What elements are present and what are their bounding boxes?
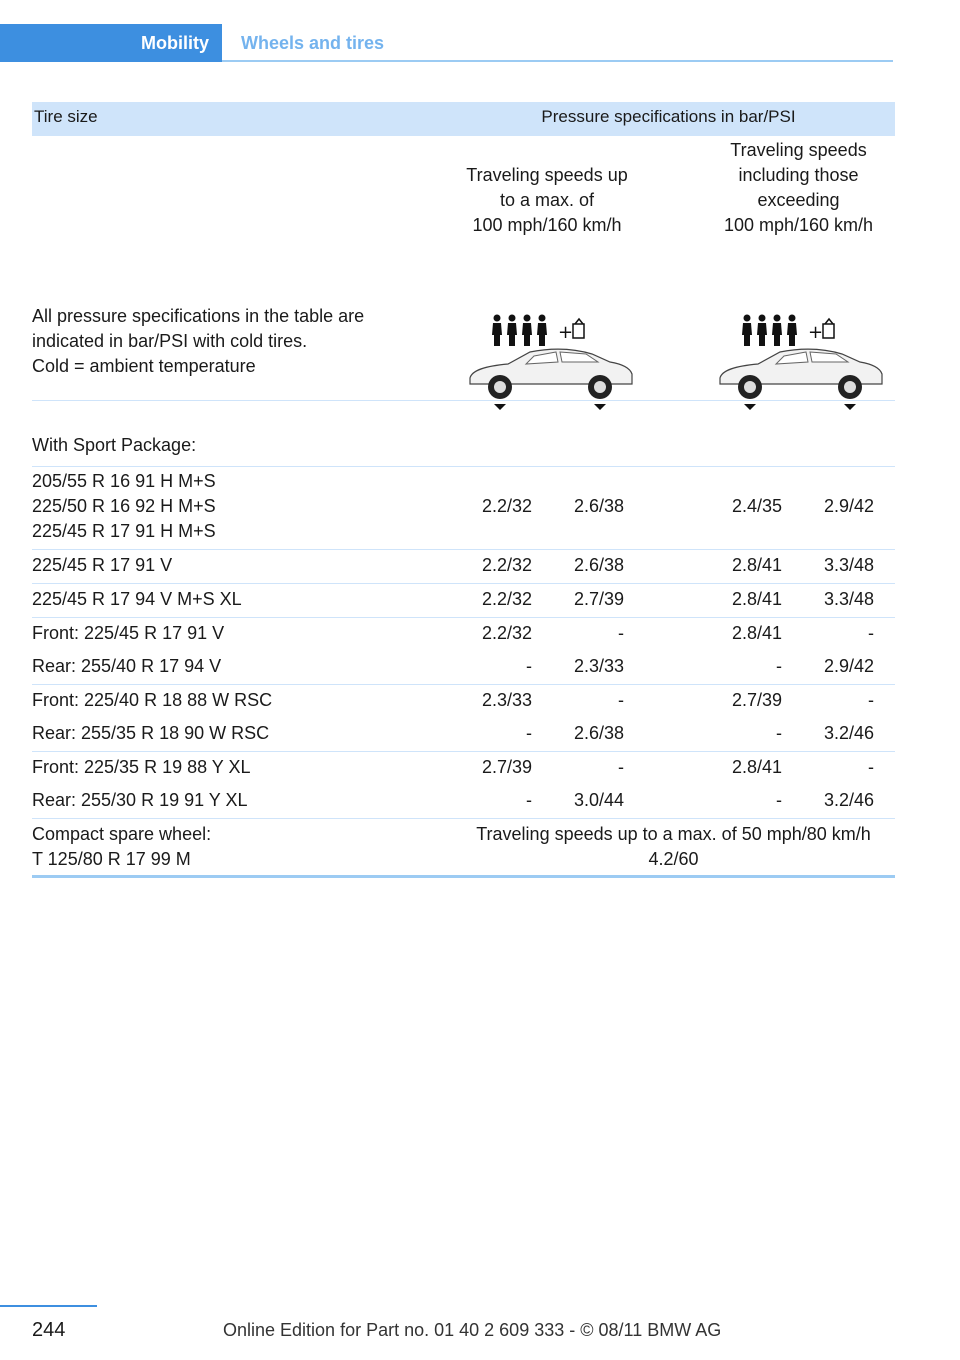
pressure-rear-normal: 2.6/38 (573, 555, 624, 575)
tire-size: Front: 225/45 R 17 91 V (32, 623, 225, 643)
fully-loaded-car-illustration (460, 312, 638, 412)
pressure-front-high: - (776, 790, 782, 810)
pressure-front-normal: - (526, 790, 532, 810)
page-number: 244 (32, 1319, 66, 1341)
pressure-front-high: 2.8/41 (731, 555, 782, 575)
load-description-row (32, 136, 895, 401)
tire-size: Rear: 255/30 R 19 91 Y XL (32, 790, 248, 810)
svg-text:+: + (558, 322, 574, 343)
spare-wheel-pressure: Traveling speeds up to a max. of 50 mph/80 km/h 4.2/60 (476, 824, 871, 869)
tire-size: 205/55 R 16 91 H M+S 225/50 R 16 92 H M+S 225/45 R 17 91 H M+S (32, 471, 216, 541)
pressure-rear-high: 3.3/48 (823, 555, 874, 575)
pressure-front-high: 2.8/41 (731, 757, 782, 777)
pressure-rear-high: 3.3/48 (823, 589, 874, 609)
pressure-rear-high: 2.9/42 (823, 656, 874, 676)
tire-size: 225/45 R 17 94 V M+S XL (32, 589, 242, 609)
pressure-rear-high: - (868, 623, 874, 643)
table-row (32, 467, 895, 550)
table-row (32, 550, 895, 584)
pressure-front-high: - (776, 656, 782, 676)
speed-column-2: Traveling speeds including those exceeding 100 mph/160 km/h (723, 140, 874, 235)
tire-size: Front: 225/40 R 18 88 W RSC (32, 690, 273, 710)
sport-package-row (32, 401, 895, 467)
pressure-front-high: - (776, 723, 782, 743)
table-row-group (32, 685, 895, 752)
pressure-rear-high: - (868, 757, 874, 777)
pressure-rear-normal: - (618, 690, 624, 710)
pressure-front-high: 2.8/41 (731, 623, 782, 643)
pressure-front-normal: 2.2/32 (481, 623, 532, 643)
header-section-label: Mobility (141, 33, 209, 53)
page-number-rule (0, 1305, 97, 1307)
header-rule (222, 60, 893, 62)
tire-size: Front: 225/35 R 19 88 Y XL (32, 757, 251, 777)
footer-edition: Online Edition for Part no. 01 40 2 609 333 - © 08/11 BMW AG (223, 1320, 722, 1340)
pressure-front-high: 2.8/41 (731, 589, 782, 609)
pressure-front-normal: 2.2/32 (481, 496, 532, 516)
pressure-rear-normal: 2.3/33 (573, 656, 624, 676)
table-row (32, 584, 895, 618)
pressure-rear-normal: 2.7/39 (573, 589, 624, 609)
pressure-rear-high: - (868, 690, 874, 710)
tire-size: 225/45 R 17 91 V (32, 555, 173, 575)
pressure-front-normal: - (526, 656, 532, 676)
header-pressure: Pressure specifications in bar/PSI (541, 107, 796, 126)
pressure-rear-normal: - (618, 757, 624, 777)
tire-size: Rear: 255/35 R 18 90 W RSC (32, 723, 270, 743)
pressure-rear-high: 3.2/46 (823, 790, 874, 810)
pressure-rear-normal: 2.6/38 (573, 496, 624, 516)
table-row-group (32, 752, 895, 819)
spare-wheel-row (32, 819, 895, 875)
pressure-front-normal: 2.2/32 (481, 589, 532, 609)
car-load-icon (710, 312, 888, 412)
pressure-rear-high: 3.2/46 (823, 723, 874, 743)
pressure-front-normal: 2.3/33 (481, 690, 532, 710)
speed-column-1: Traveling speeds up to a max. of 100 mph/160 km/h (466, 165, 628, 235)
pressure-front-normal: - (526, 723, 532, 743)
pressure-rear-high: 2.9/42 (823, 496, 874, 516)
table-row-group (32, 618, 895, 685)
table-bottom-rule (32, 875, 895, 878)
fully-loaded-car-illustration-high-speed (710, 312, 888, 412)
pressure-front-high: 2.4/35 (731, 496, 782, 516)
pressure-front-high: 2.7/39 (731, 690, 782, 710)
car-load-icon (460, 312, 638, 412)
cold-tire-note: All pressure specifications in the table are indicated in bar/PSI with cold tires. Cold = ambient temperature (32, 306, 365, 376)
header-chapter-label: Wheels and tires (241, 33, 385, 53)
pressure-front-normal: 2.7/39 (481, 757, 532, 777)
pressure-rear-normal: 2.6/38 (573, 723, 624, 743)
tire-size: Rear: 255/40 R 17 94 V (32, 656, 222, 676)
tire-pressure-table (32, 102, 895, 878)
sport-package-label: With Sport Package: (32, 435, 197, 455)
table-header (32, 102, 895, 136)
spare-wheel-size: Compact spare wheel: T 125/80 R 17 99 M (32, 824, 212, 869)
pressure-rear-normal: 3.0/44 (573, 790, 624, 810)
header-tire-size: Tire size (34, 107, 98, 126)
svg-text:+: + (808, 322, 824, 343)
pressure-front-normal: 2.2/32 (481, 555, 532, 575)
pressure-rear-normal: - (618, 623, 624, 643)
